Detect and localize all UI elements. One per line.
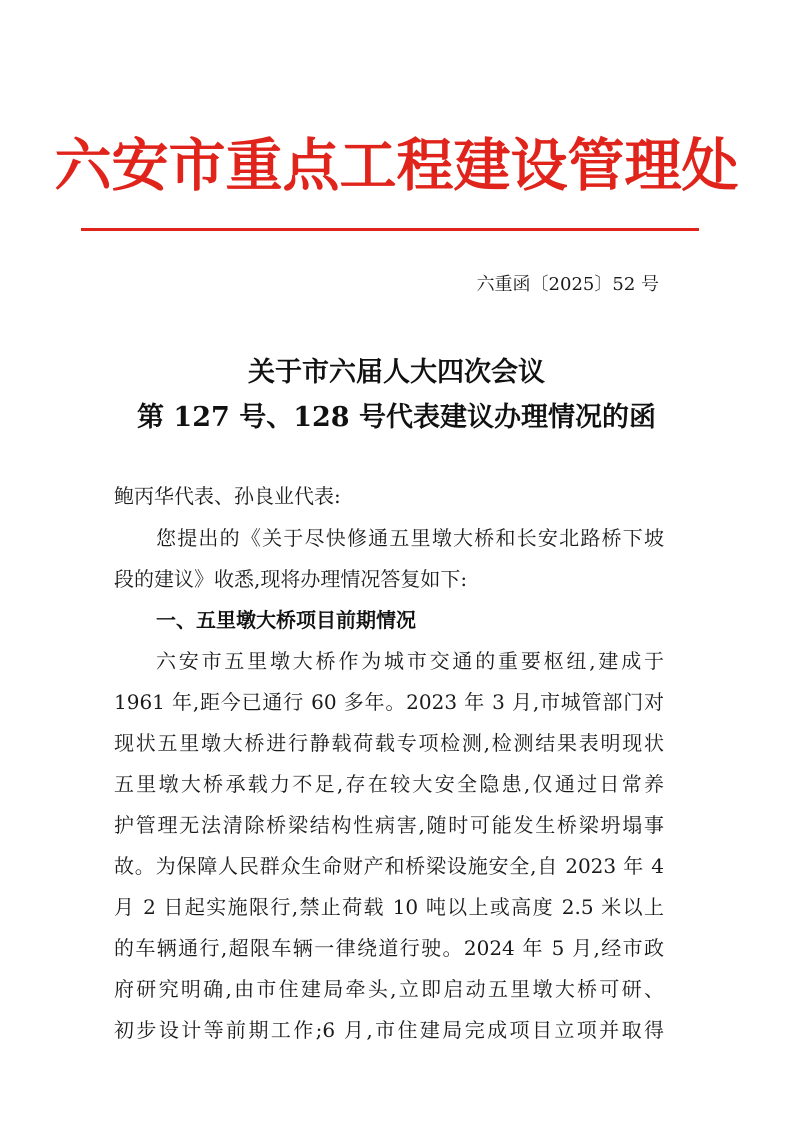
salutation: 鲍丙华代表、孙良业代表: bbox=[114, 484, 341, 508]
intro-line-2: 段的建议》收悉,现将办理情况答复如下: bbox=[114, 567, 468, 591]
document-title-line-1: 关于市六届人大四次会议 bbox=[248, 357, 545, 388]
section-1-line-10: 初步设计等前期工作;6 月,市住建局完成项目立项并取得 bbox=[114, 1018, 664, 1042]
section-1-line-8: 的车辆通行,超限车辆一律绕道行驶。2024 年 5 月,经市政 bbox=[114, 936, 664, 960]
letterhead-red-rule bbox=[81, 228, 699, 231]
section-1-line-2: 1961 年,距今已通行 60 多年。2023 年 3 月,市城管部门对 bbox=[114, 690, 664, 714]
section-1-line-6: 故。为保障人民群众生命财产和桥梁设施安全,自 2023 年 4 bbox=[114, 854, 664, 878]
section-1-heading: 一、五里墩大桥项目前期情况 bbox=[156, 608, 416, 632]
section-1-line-3: 现状五里墩大桥进行静载荷载专项检测,检测结果表明现状 bbox=[114, 731, 664, 755]
section-1-line-4: 五里墩大桥承载力不足,存在较大安全隐患,仅通过日常养 bbox=[114, 772, 664, 796]
section-1-line-9: 府研究明确,由市住建局牵头,立即启动五里墩大桥可研、 bbox=[114, 977, 664, 1001]
intro-line-1: 您提出的《关于尽快修通五里墩大桥和长安北路桥下坡 bbox=[156, 526, 664, 550]
section-1-line-7: 月 2 日起实施限行,禁止荷载 10 吨以上或高度 2.5 米以上 bbox=[114, 895, 664, 919]
document-title-line-2: 第 127 号、128 号代表建议办理情况的函 bbox=[137, 402, 656, 433]
letterhead-title: 六安市重点工程建设管理处 bbox=[54, 132, 739, 199]
document-number: 六重函〔2025〕52 号 bbox=[476, 274, 659, 295]
section-1-line-5: 护管理无法清除桥梁结构性病害,随时可能发生桥梁坍塌事 bbox=[114, 813, 664, 837]
section-1-line-1: 六安市五里墩大桥作为城市交通的重要枢纽,建成于 bbox=[156, 649, 664, 673]
